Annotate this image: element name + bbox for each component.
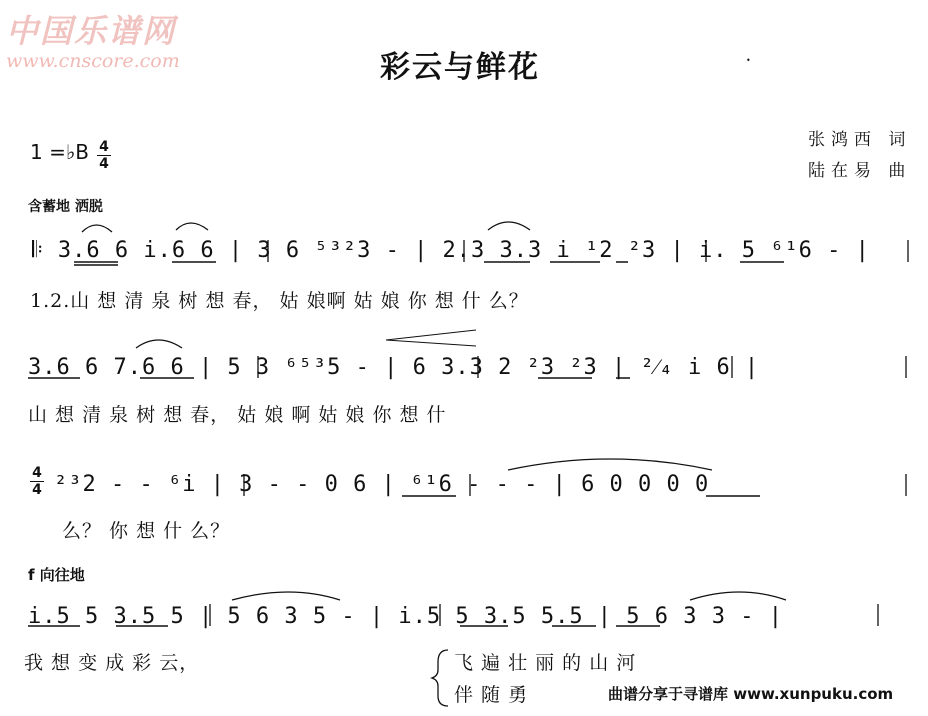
score-row-1-notes: 𝄆 3.6 6 i.6 6 | 3 6 ⁵³²3 - | 2.3 3.3 i ¹2 ²3 | i. 5 ⁶¹6 - |: [32, 238, 870, 263]
title-dot-mark: •: [746, 56, 751, 65]
composer-credit: 陆在易 曲: [808, 161, 912, 181]
watermark-url: www.cnscore.com: [6, 50, 180, 72]
score-row-3-lyrics: 么？ 你 想 什 么？: [62, 520, 231, 542]
slur-row1-c: [488, 222, 530, 230]
slur-row4-b: [690, 592, 786, 600]
verse-brace: [432, 650, 448, 706]
score-row-1-lyrics: 1.2.山 想 清 泉 树 想 春， 姑 娘啊 姑 娘 你 想 什 么？: [30, 290, 529, 312]
footer-source: 曲谱分享于寻谱库 www.xunpuku.com: [608, 685, 894, 703]
slur-row1-b: [176, 223, 208, 230]
expression-marking-2: f 向往地: [28, 566, 85, 584]
slur-row1-a: [82, 225, 112, 232]
score-title: 彩云与鲜花: [380, 50, 540, 85]
slur-row4-a: [232, 592, 340, 600]
time-signature-top: 4: [99, 139, 109, 155]
key-signature: 1 =♭B: [30, 140, 89, 164]
slur-row2-a: [136, 340, 182, 348]
score-row-2-lyrics: 山 想 清 泉 树 想 春， 姑 娘 啊 姑 娘 你 想 什: [28, 404, 447, 426]
watermark-site-name: 中国乐谱网: [6, 12, 177, 50]
time-signature-bottom: 4: [99, 156, 109, 172]
tie-row3: [508, 459, 712, 470]
score-row-4-verse2-lyrics: 伴 随 勇: [454, 684, 529, 706]
score-row-2-notes: 3.6 6 7.6 6 | 5 3 ⁶⁵³5 - | 6 3.3 2 ²3 ²3 | ²⁄₄ i 6 |: [28, 355, 760, 380]
score-row-4-lyrics: 我 想 变 成 彩 云，: [24, 652, 200, 674]
score-row-4-verse1-lyrics: 飞 遍 壮 丽 的 山 河: [454, 652, 637, 674]
score-row-4-notes: i.5 5 3.5 5 | 5 6 3 5 - | i.5 5 3.5 5.5 | 5 6 3 3 - |: [28, 604, 783, 629]
lyricist-credit: 张鸿西 词: [808, 130, 912, 150]
row-3-time-signature: 4 4: [30, 466, 44, 497]
crescendo-hairpin: [386, 330, 476, 346]
score-row-3-notes: ²³2 - - ⁶i | 3 - - 0 6 | ⁶¹6 - - - | 6 0 0 0 0: [54, 472, 710, 497]
expression-marking-1: 含蓄地 洒脱: [28, 199, 103, 215]
